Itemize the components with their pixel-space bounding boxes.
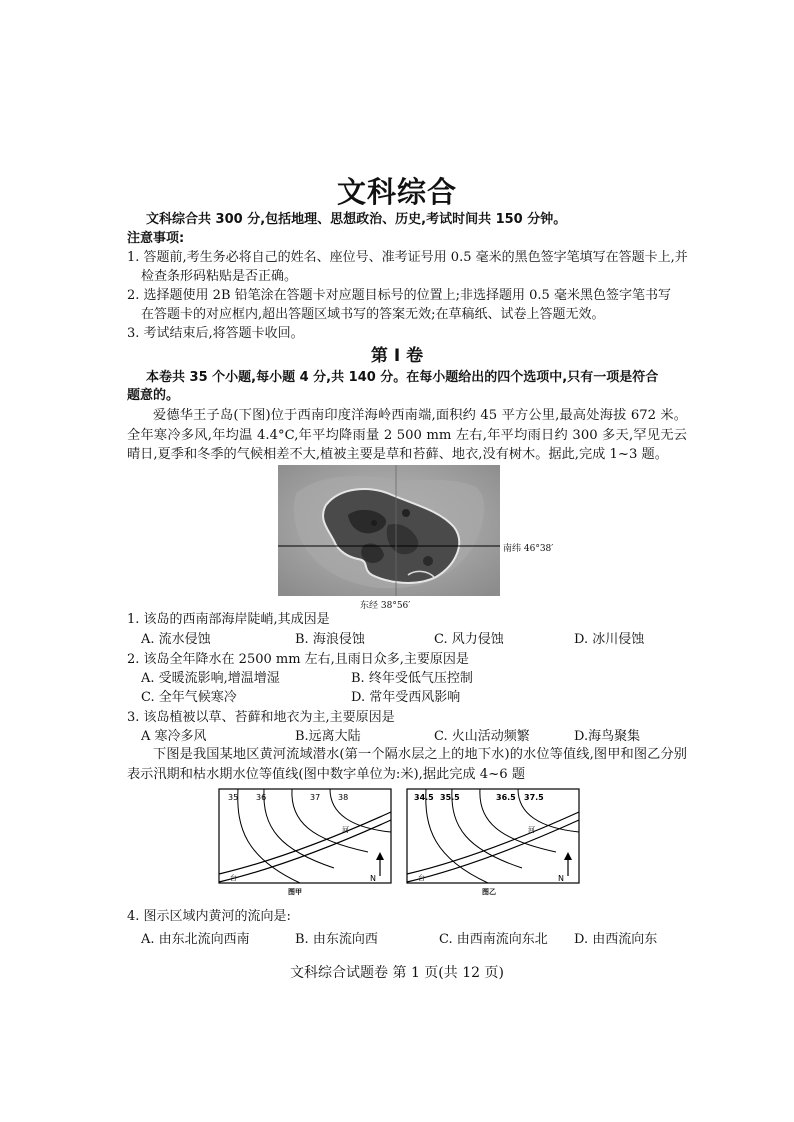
island-satellite-photo <box>278 465 500 596</box>
contour-label-jia-4: 38 <box>338 793 349 802</box>
north-label-yi: N <box>558 874 564 883</box>
page-title: 文科综合 <box>336 175 457 209</box>
notice-2-cont: 在答题卡的对应框内,超出答题区域书写的答案无效;在草稿纸、试卷上答题无效。 <box>141 307 605 322</box>
question-4-option-c: C. 由西南流向东北 <box>439 932 548 947</box>
exam-intro: 文科综合共 300 分,包括地理、思想政治、历史,考试时间共 150 分钟。 <box>146 212 567 227</box>
question-1-option-b: B. 海浪侵蚀 <box>295 632 365 647</box>
question-4-stem: 4. 图示区域内黄河的流向是: <box>127 909 291 924</box>
notice-title: 注意事项: <box>127 231 185 246</box>
contour-label-yi-1: 34.5 <box>414 793 434 802</box>
passage-1: 爱德华王子岛(下图)位于西南印度洋海岭西南端,面积约 45 平方公里,最高处海拔 672 米。全年寒冷多风,年均温 4.4°C,年平均降雨量 2 500 mm 左右,年平均雨日约 300 多天,罕见无云晴日,夏季和冬季的气候相差不大,植被主要是草和苔藓、地衣,没有树木。据此,完成 1~3 题。 <box>127 408 687 463</box>
contour-label-jia-3: 37 <box>310 793 321 802</box>
notice-3: 3. 考试结束后,将答题卡收回。 <box>127 326 304 341</box>
question-4-option-d: D. 由西流向东 <box>574 932 658 947</box>
notice-1-cont: 检查条形码粘贴是否正确。 <box>141 269 298 284</box>
figure-jia <box>218 788 392 900</box>
question-2-option-b: B. 终年受低气压控制 <box>351 671 473 686</box>
question-1-option-d: D. 冰川侵蚀 <box>574 632 645 647</box>
contour-label-yi-2: 35.5 <box>440 793 460 802</box>
question-2-option-d: D. 常年受西风影响 <box>351 690 461 705</box>
question-3-stem: 3. 该岛植被以草、苔藓和地衣为主,主要原因是 <box>127 710 395 725</box>
contour-label-yi-3: 36.5 <box>496 793 516 802</box>
north-label-jia: N <box>370 874 376 883</box>
island-map-svg <box>278 465 500 596</box>
contour-map-yi <box>406 788 580 896</box>
question-1-option-a: A. 流水侵蚀 <box>141 632 211 647</box>
contour-label-jia-2: 36 <box>256 793 267 802</box>
notice-2: 2. 选择题使用 2B 铅笔涂在答题卡对应题目标号的位置上;非选择题用 0.5 毫米黑色签字笔书写 <box>127 288 671 303</box>
question-3-option-b: B.远离大陆 <box>295 729 361 744</box>
question-2-option-a: A. 受暖流影响,增温增湿 <box>141 671 280 686</box>
passage-2: 下图是我国某地区黄河流域潜水(第一个隔水层之上的地下水)的水位等值线,图甲和图乙分别表示汛期和枯水期水位等值线(图中数字单位为:米),据此完成 4~6 题 <box>127 747 687 782</box>
latitude-label: 南纬 46°38′ <box>503 544 554 554</box>
section-title: 第 I 卷 <box>370 346 424 366</box>
question-3-option-d: D.海鸟聚集 <box>574 729 641 744</box>
side-label-yi: 台 <box>418 874 425 882</box>
river-label-yi: 河 <box>528 826 535 834</box>
figure-yi <box>406 788 580 900</box>
notice-1: 1. 答题前,考生务必将自己的姓名、座位号、准考证号用 0.5 毫米的黑色签字笔填写在答题卡上,并 <box>127 250 688 265</box>
question-2-option-c: C. 全年气候寒冷 <box>141 690 237 705</box>
longitude-label: 东经 38°56′ <box>360 601 411 611</box>
question-3-option-c: C. 火山活动频繁 <box>434 729 530 744</box>
question-1-option-c: C. 风力侵蚀 <box>434 632 504 647</box>
section-desc-line1: 本卷共 35 个小题,每小题 4 分,共 140 分。在每小题给出的四个选项中,只有一项是符合 <box>146 370 659 385</box>
question-1-stem: 1. 该岛的西南部海岸陡峭,其成因是 <box>127 612 330 627</box>
contour-label-yi-4: 37.5 <box>524 793 544 802</box>
section-desc-line2: 题意的。 <box>127 388 180 403</box>
contour-label-jia-1: 35 <box>228 793 239 802</box>
question-4-option-b: B. 由东流向西 <box>295 932 378 947</box>
question-2-stem: 2. 该岛全年降水在 2500 mm 左右,且雨日众多,主要原因是 <box>127 652 469 667</box>
question-3-option-a: A 寒冷多风 <box>141 729 207 744</box>
side-label-jia: 台 <box>230 874 237 882</box>
figure-caption-jia: 图甲 <box>288 888 302 896</box>
page-footer: 文科综合试题卷 第 1 页(共 12 页) <box>290 965 504 981</box>
figure-caption-yi: 图乙 <box>482 888 496 896</box>
question-4-option-a: A. 由东北流向西南 <box>141 932 250 947</box>
river-label-jia: 河 <box>342 826 349 834</box>
contour-map-jia <box>218 788 392 896</box>
